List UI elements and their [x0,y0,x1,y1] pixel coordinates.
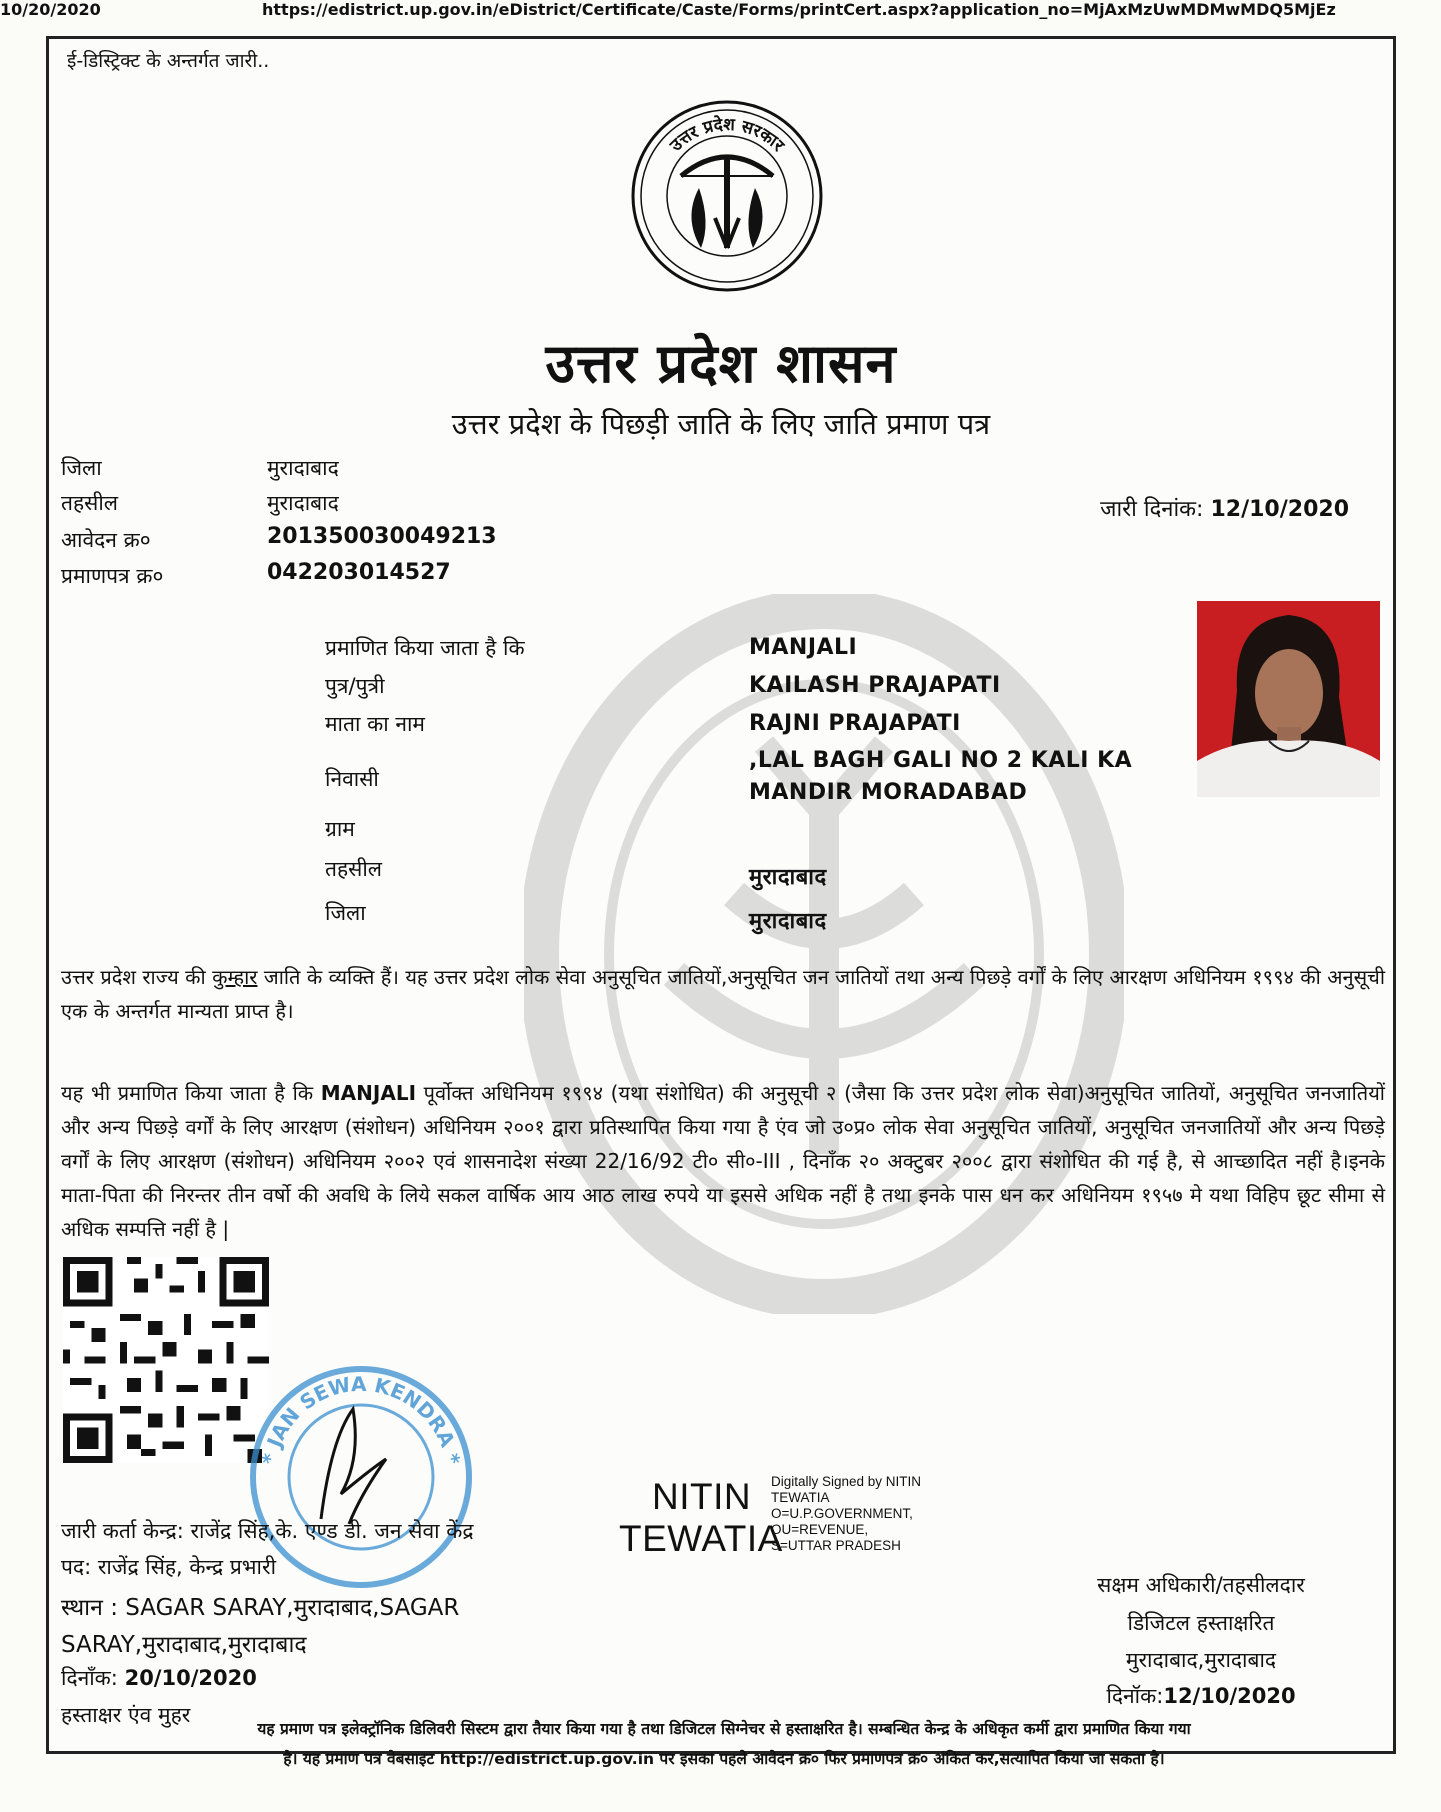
district-label: जिला [61,456,102,480]
officer-designation: सक्षम अधिकारी/तहसीलदार [1097,1573,1305,1597]
svg-text:उत्तर प्रदेश सरकार [666,114,789,156]
application-no-value: 201350030049213 [267,524,497,549]
stamp-text: * JAN SEWA KENDRA * [256,1371,466,1467]
issue-date-value: 12/10/2020 [1210,497,1349,522]
tehsil-value: मुरादाबाद [267,491,339,515]
browser-print-url: https://edistrict.up.gov.in/eDistrict/Certificate/Caste/Forms/printCert.aspx?application_no=MjAxMzUwMDMwMDQ5MjEz [262,0,1336,19]
applicant-photo [1197,601,1380,797]
signed-by-line5: S=UTTAR PRADESH [771,1538,901,1553]
issue-date-label: जारी दिनांक: [1100,497,1204,522]
issuing-center: जारी कर्ता केन्द्र: राजेंद्र सिंह,के. एण्ड डी. जन सेवा केंद्र [61,1519,474,1543]
signer-name-line1: NITIN [652,1476,752,1517]
issuer-date-value: 20/10/2020 [124,1666,257,1690]
application-no-label: आवेदन क्र० [61,528,151,552]
relation-label: पुत्र/पुत्री [325,674,385,698]
certificate-no-value: 042203014527 [267,560,451,585]
signed-by-line3: O=U.P.GOVERNMENT, [771,1506,913,1521]
signer-name-line2: TEWATIA [619,1518,783,1559]
caste-name: कुम्हार [212,965,258,989]
mother-label: माता का नाम [325,712,425,736]
person-district-value: मुरादाबाद [749,909,827,934]
footer-line2: है। यह प्रमाण पत्र वेबसाइट http://edistrict.up.gov.in पर इसका पहले आवेदन क्र० फिर प्रमाणपत्र क्र० अंकित कर,सत्यापित किया जा सकता है। [283,1750,1165,1768]
signed-by-line1: Digitally Signed by NITIN [771,1474,922,1489]
issue-date [1100,493,1349,523]
browser-print-date: 10/20/2020 [0,0,101,19]
up-govt-emblem-icon [629,98,825,294]
certificate [46,36,1396,1768]
caste-statement-lead: उत्तर प्रदेश राज्य की [61,965,213,989]
caste-statement [61,960,1385,1028]
district-value: मुरादाबाद [267,456,339,480]
mother-name: RAJNI PRAJAPATI [749,711,961,736]
officer-date-value: 12/10/2020 [1163,1684,1296,1708]
certified-label: प्रमाणित किया जाता है कि [325,636,525,660]
certificate-subtitle: उत्तर प्रदेश के पिछड़ी जाति के लिए जाति प्रमाण पत्र [451,407,991,441]
caste-statement-rest: जाति के व्यक्ति हैं। यह उत्तर प्रदेश लोक सेवा अनुसूचित जातियों,अनुसूचित जन जातियों तथा अन्य पिछड़े वर्गों के लिए आरक्षण अधिनियम १९९४ की अनुसूची एक के अन्तर्गत मान्यता प्राप्त है। [61,965,1385,1023]
tehsil-label: तहसील [61,491,118,515]
income-statement [61,1076,1385,1246]
emblem-arc-text: उत्तर प्रदेश सरकार [666,114,788,156]
applicant-name: MANJALI [749,635,858,660]
signature-icon [291,1399,401,1529]
officer-date-label: दिनॉक: [1106,1684,1164,1708]
issue-place-line2: SARAY,मुरादाबाद,मुरादाबाद [61,1632,307,1658]
digitally-signed-label: डिजिटल हस्ताक्षरित [1127,1611,1275,1635]
issuer-date [61,1664,257,1692]
digital-signature [619,1476,979,1606]
issuer-date-label: दिनाँक: [61,1666,118,1690]
officer-place: मुरादाबाद,मुरादाबाद [1125,1648,1277,1672]
issue-place-line1: स्थान : SAGAR SARAY,मुरादाबाद,SAGAR [61,1595,460,1621]
address: ,LAL BAGH GALI NO 2 KALI KA MANDIR MORADABAD [749,748,1133,805]
person-tehsil-value: मुरादाबाद [749,865,827,890]
resident-label: निवासी [325,767,379,791]
person-district-label: जिला [325,901,366,925]
father-name: KAILASH PRAJAPATI [749,673,1001,698]
signed-by-line4: OU=REVENUE, [771,1522,869,1537]
income-statement-rest: पूर्वोक्त अधिनियम १९९४ (यथा संशोधित) की अनुसूची २ (जैसा कि उत्तर प्रदेश लोक सेवा)अनुसूचित जातियों, अनुसूचित जनजातियों और अन्य पिछड़े वर्गों के लिए आरक्षण (संशोधन) अधिनियम २००१ द्वारा प्रतिस्थापित किया गया है एंव जो उ०प्र० लोक सेवा अनुसूचित जातियों, अनुसूचित जनजातियों और अन्य पिछड़े वर्गों के लिए आरक्षण (संशोधन) अधिनियम २००२ एवं शासनादेश संख्या 22/16/92 टी० सी०-III , दिनाँक २० अक्टुबर २००८ द्वारा संशोधित की गई है, से आच्छादित नहीं है।इनके माता-पिता की निरन्तर तीन वर्षो की अवधि के लिये सकल वार्षिक आय आठ लाख रुपये या इससे अधिक नहीं है तथा इनके पास धन कर अधिनियम १९५७ मे यथा विहिप छूट सीमा से अधिक सम्पत्ति नहीं है | [61,1081,1385,1241]
income-statement-name: MANJALI [320,1081,417,1105]
issuer-post: पद: राजेंद्र सिंह, केन्द्र प्रभारी [61,1555,277,1579]
footer-line1: यह प्रमाण पत्र इलेक्ट्रॉनिक डिलिवरी सिस्टम द्वारा तैयार किया गया है तथा डिजिटल सिग्नेचर से हस्ताक्षरित है। सम्बन्धित केन्द्र के अधिकृत कर्मी द्वारा प्रमाणित किया गया [257,1720,1191,1738]
signed-by-line2: TEWATIA [771,1490,830,1505]
signature-and-seal-label: हस्ताक्षर एंव मुहर [61,1703,191,1727]
issued-under-header: ई-डिस्ट्रिक्ट के अन्तर्गत जारी.. [67,50,270,72]
certificate-no-label: प्रमाणपत्र क्र० [61,564,164,588]
officer-date [1051,1682,1351,1710]
village-label: ग्राम [325,817,355,841]
certificate-title: उत्तर प्रदेश शासन [545,331,897,395]
footer-note [59,1714,1389,1774]
person-tehsil-label: तहसील [325,857,382,881]
qr-code-icon [63,1257,269,1463]
income-statement-lead: यह भी प्रमाणित किया जाता है कि [61,1081,321,1105]
